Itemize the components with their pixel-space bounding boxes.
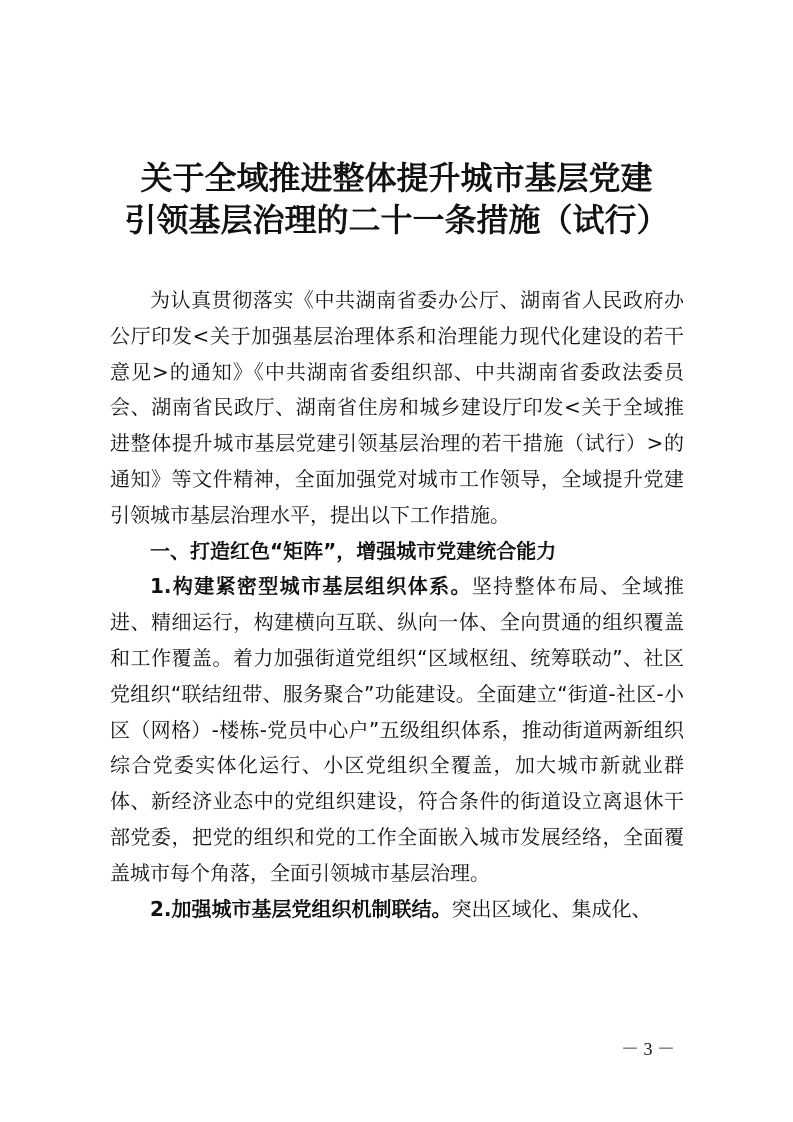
document-title-line-2: 引领基层治理的二十一条措施（试行） — [124, 201, 669, 239]
section-1-heading: 一、打造红色“矩阵”，增强城市党建统合能力 — [150, 538, 557, 563]
page-number: － 3 － — [621, 1039, 675, 1059]
item-1-paragraph — [110, 569, 684, 891]
document-title-line-1: 关于全域推进整体提升城市基层党建 — [140, 159, 653, 197]
item-2-text: 突出区域化、集成化、 — [451, 896, 652, 921]
item-1-lead: 1.构建紧密型城市基层组织体系。 — [150, 574, 472, 599]
item-1-text: 坚持整体布局、全域推进、精细运行，构建横向互联、纵向一体、全向贯通的组织覆盖和工作覆盖。着力加强街道党组织“区域枢纽、统筹联动”、社区党组织“联结纽带、服务聚合”功能建设。全面建立“街道-社区-小区（网格）-楼栋-党员中心户”五级组织体系，推动街道两新组织综合党委实体化运行、小区党组织全覆盖，加大城市新就业群体、新经济业态中的党组织建设，符合条件的街道设立离退休干部党委，把党的组织和党的工作全面嵌入城市发展经络，全面覆盖城市每个角落，全面引领城市基层治理。 — [110, 574, 685, 885]
item-2-lead: 2.加强城市基层党组织机制联结。 — [150, 896, 452, 921]
intro-paragraph: 为认真贯彻落实《中共湖南省委办公厅、湖南省人民政府办公厅印发<关于加强基层治理体系和治理能力现代化建设的若干意见>的通知》《中共湖南省委组织部、中共湖南省委政法委员会、湖南省民政厅、湖南省住房和城乡建设厅印发<关于全域推进整体提升城市基层党建引领基层治理的若干措施（试行）>的通知》等文件精神，全面加强党对城市工作领导，全域提升党建引领城市基层治理水平，提出以下工作措施。 — [110, 288, 684, 527]
document-body — [110, 283, 684, 927]
item-2-paragraph — [110, 892, 684, 928]
